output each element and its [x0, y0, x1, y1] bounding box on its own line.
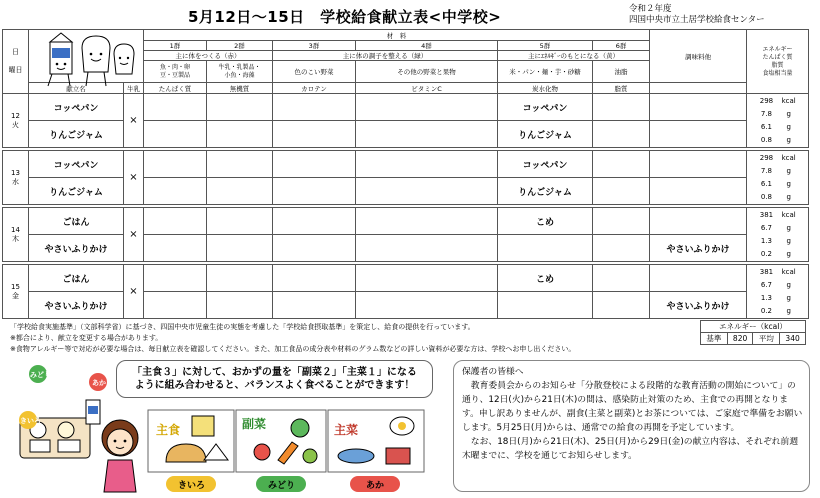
energy-summary-label: エネルギー（kcal）	[701, 321, 806, 333]
seasoning-cell	[650, 94, 747, 121]
bread-character-2-icon	[114, 44, 134, 74]
milk-cell: ×	[124, 94, 144, 148]
group-4: 4群	[356, 41, 498, 51]
dish-name: りんごジャム	[29, 178, 124, 205]
nutrient-6: 脂質	[593, 83, 650, 94]
tomato-icon	[254, 444, 270, 460]
nutrition-value: 6.7	[760, 223, 772, 232]
nutrition-value: 6.7	[760, 280, 772, 289]
group-3-cell	[273, 235, 356, 262]
group-2-cell	[207, 208, 273, 235]
seasoning-cell: やさいふりかけ	[650, 235, 747, 262]
parent-notice	[453, 360, 810, 492]
milk-cell: ×	[124, 265, 144, 319]
group-1-cell	[144, 121, 207, 148]
nutrition-cell	[747, 265, 809, 319]
menu-row	[3, 94, 809, 121]
milk-cell: ×	[124, 151, 144, 205]
red-label: あか	[366, 481, 385, 491]
dish-name: りんごジャム	[29, 121, 124, 148]
group-3: 3群	[273, 41, 356, 51]
yellow-label: きいろ	[178, 481, 206, 491]
page-title: 5月12日～15日 学校給食献立表<中学校>	[188, 8, 502, 26]
group-4-cell	[356, 151, 498, 178]
group-1: 1群	[144, 41, 207, 51]
standard-value: 820	[727, 333, 753, 345]
yellow-category: 主にｴﾈﾙｷﾞｰのもとになる（黄）	[498, 51, 650, 61]
group-5-cell: りんごジャム	[498, 178, 593, 205]
group-5-cell: りんごジャム	[498, 121, 593, 148]
dish-name: ごはん	[29, 208, 124, 235]
nutrition-unit: g	[786, 166, 791, 175]
nutrition-unit: g	[786, 306, 791, 315]
yellow-group-box	[148, 410, 234, 492]
notice-heading: 保護者の皆様へ	[462, 367, 524, 377]
milk-bottle-icon	[86, 400, 100, 424]
nutrient-3: カロテン	[273, 83, 356, 94]
menu-row	[3, 178, 809, 205]
day-cell: 12 火	[3, 94, 29, 148]
milk-bread-illustration	[28, 28, 146, 96]
group-2-cell	[207, 151, 273, 178]
menu-row	[3, 292, 809, 319]
nutrition-cell	[747, 151, 809, 205]
dish-name: やさいふりかけ	[29, 292, 124, 319]
bread-character-icon	[82, 36, 110, 86]
food-6: 油脂	[593, 61, 650, 83]
group-6-cell	[593, 208, 650, 235]
nutrition-value: 0.8	[760, 135, 772, 144]
group-3-cell	[273, 178, 356, 205]
day-cell: 13 水	[3, 151, 29, 205]
cabbage-icon	[291, 419, 309, 437]
group-6-cell	[593, 94, 650, 121]
day-header: 日 曜日	[3, 30, 29, 94]
group-6-cell	[593, 151, 650, 178]
nutrition-unit: g	[786, 293, 791, 302]
seasoning-cell	[650, 121, 747, 148]
fish-icon	[338, 449, 374, 463]
seasoning-subheader	[650, 83, 747, 94]
side-dish-tag: 副菜	[242, 417, 267, 431]
day-cell: 14 木	[3, 208, 29, 262]
group-1-cell	[144, 94, 207, 121]
nutrition-value: 6.1	[760, 179, 772, 188]
nutrition-unit: g	[786, 236, 791, 245]
group-4-cell	[356, 235, 498, 262]
nutrition-cell	[747, 208, 809, 262]
menu-row	[3, 121, 809, 148]
food-4: その他の野菜と果物	[356, 61, 498, 83]
girl-character-icon	[102, 420, 138, 492]
materials-header: 材 料	[144, 30, 650, 41]
group-2-cell	[207, 265, 273, 292]
seasoning-cell: やさいふりかけ	[650, 292, 747, 319]
nutrition-unit: kcal	[781, 267, 796, 276]
staple-tag: 主食	[156, 423, 181, 437]
dish-name: コッペパン	[29, 151, 124, 178]
group-6-cell	[593, 235, 650, 262]
side-word-3: あか	[92, 379, 106, 387]
group-5-cell	[498, 235, 593, 262]
group-6: 6群	[593, 41, 650, 51]
group-4-cell	[356, 178, 498, 205]
group-1-cell	[144, 151, 207, 178]
nutrition-unit: g	[786, 135, 791, 144]
nutrition-unit: g	[786, 249, 791, 258]
pasta-bag-icon	[192, 416, 214, 436]
menu-row	[3, 151, 809, 178]
nutrition-unit: g	[786, 223, 791, 232]
side-word-2: きいろ	[20, 417, 41, 425]
group-5: 5群	[498, 41, 593, 51]
nutrition-value: 381	[759, 267, 774, 276]
group-3-cell	[273, 208, 356, 235]
group-5-cell: コッペパン	[498, 151, 593, 178]
notes	[10, 322, 575, 355]
milk-header: 牛乳	[124, 83, 144, 94]
seasoning-cell	[650, 178, 747, 205]
group-5-cell: こめ	[498, 208, 593, 235]
nutrition-unit: kcal	[781, 210, 796, 219]
dish-name: コッペパン	[29, 94, 124, 121]
nutrient-4: ビタミンC	[356, 83, 498, 94]
nutrition-value: 1.3	[760, 236, 772, 245]
group-2-cell	[207, 235, 273, 262]
group-6-cell	[593, 292, 650, 319]
note-2: ※都合により、献立を変更する場合があります。	[10, 334, 163, 342]
nutrition-unit: kcal	[781, 153, 796, 162]
group-5-cell: コッペパン	[498, 94, 593, 121]
group-6-cell	[593, 178, 650, 205]
note-1: 「学校給食実施基準」（文部科学省）に基づき、四国中央市児童生徒の実態を考慮した「学校給食摂取基準」を策定し、給食の提供を行っています。	[10, 323, 475, 331]
standard-label: 基準	[701, 333, 728, 345]
energy-summary	[700, 320, 806, 345]
group-5-cell: こめ	[498, 265, 593, 292]
meat-icon	[386, 448, 410, 464]
green-group-box	[236, 410, 326, 492]
group-1-cell	[144, 208, 207, 235]
milk-carton-icon	[48, 33, 72, 86]
notice-body: 教育委員会からのお知らせ「分散登校による段階的な教育活動の開始について」の通り、12日(火)から21日(木)の間は、感染防止対策のため、主食での再開となります。申し訳ありませんが、副食(主菜と副菜)とお茶については、ご家庭で準備をお願いします。5月25日(月)からは、通常での給食の再開を予定しています。 なお、18日(月)から21日(木)、25日(月)から29日(金)の献立内容は、それぞれ前週木曜までに、学校を通じてお知らせします。	[462, 381, 803, 461]
nutrition-value: 0.2	[760, 249, 772, 258]
group-4-cell	[356, 265, 498, 292]
group-4-cell	[356, 121, 498, 148]
food-5: 米・パン・麺・芋・砂糖	[498, 61, 593, 83]
group-2-cell	[207, 121, 273, 148]
nutrition-value: 298	[759, 153, 774, 162]
average-label: 平均	[753, 333, 780, 345]
nutrition-value: 298	[759, 96, 774, 105]
green-category: 主に体の調子を整える（緑）	[273, 51, 498, 61]
dish-name: ごはん	[29, 265, 124, 292]
nutrition-cell	[747, 94, 809, 148]
nutrient-2: 無機質	[207, 83, 273, 94]
nutrition-value: 381	[759, 210, 774, 219]
menu-row	[3, 208, 809, 235]
group-3-cell	[273, 94, 356, 121]
dish-name: やさいふりかけ	[29, 235, 124, 262]
milk-cell: ×	[124, 208, 144, 262]
pepper-icon	[303, 449, 317, 463]
fiscal-year: 令和２年度	[629, 4, 672, 14]
main-dish-tag: 主菜	[334, 423, 359, 437]
average-value: 340	[780, 333, 806, 345]
seasoning-header: 調味料他	[650, 30, 747, 83]
group-2-cell	[207, 178, 273, 205]
side-word-1: みどり	[30, 371, 51, 379]
group-4-cell	[356, 94, 498, 121]
menu-row	[3, 235, 809, 262]
nutrition-value: 6.1	[760, 122, 772, 131]
nutrient-5: 炭水化物	[498, 83, 593, 94]
group-1-cell	[144, 178, 207, 205]
balance-banner: 「主食３」に対して、おかずの量を「副菜２」「主菜１」になる ように組み合わせると、バランスよく食べることができます！	[116, 360, 433, 398]
nutrition-value: 0.2	[760, 306, 772, 315]
group-5-cell	[498, 292, 593, 319]
red-category: 主に体をつくる（赤）	[144, 51, 273, 61]
organization-info	[629, 4, 765, 26]
note-3: ※食物アレルギー等で対応が必要な場合は、毎日献立表を確認してください。また、加工食品の成分表や材料のグラム数などの詳しい資料が必要な方は、学校へお申し出ください。	[10, 345, 576, 353]
nutrition-unit: g	[786, 280, 791, 289]
group-4-cell	[356, 292, 498, 319]
food-1: 魚・肉・卵 豆・豆製品	[144, 61, 207, 83]
seasoning-cell	[650, 151, 747, 178]
group-1-cell	[144, 292, 207, 319]
seasoning-cell	[650, 265, 747, 292]
day-cell: 15 金	[3, 265, 29, 319]
nutrition-unit: kcal	[781, 96, 796, 105]
group-6-cell	[593, 121, 650, 148]
nutrition-unit: g	[786, 122, 791, 131]
menu-row	[3, 265, 809, 292]
nutrition-value: 7.8	[760, 109, 772, 118]
org-name: 四国中央市立土居学校給食センター	[629, 15, 765, 25]
group-3-cell	[273, 151, 356, 178]
group-4-cell	[356, 208, 498, 235]
nutrient-1: たんぱく質	[144, 83, 207, 94]
group-1-cell	[144, 265, 207, 292]
nutrition-unit: g	[786, 192, 791, 201]
group-2: 2群	[207, 41, 273, 51]
nutrition-unit: g	[786, 179, 791, 188]
seasoning-cell	[650, 208, 747, 235]
nutrition-value: 1.3	[760, 293, 772, 302]
group-1-cell	[144, 235, 207, 262]
dish-header: 献立名	[29, 83, 124, 94]
nutrition-unit: g	[786, 109, 791, 118]
nutrition-header: エネルギー たんぱく質 脂質 食塩相当量	[747, 30, 809, 94]
nutrition-value: 0.8	[760, 192, 772, 201]
nutrition-value: 7.8	[760, 166, 772, 175]
group-3-cell	[273, 121, 356, 148]
red-group-box	[328, 410, 424, 492]
group-3-cell	[273, 265, 356, 292]
food-3: 色のこい野菜	[273, 61, 356, 83]
green-label: みどり	[268, 481, 296, 491]
group-3-cell	[273, 292, 356, 319]
group-2-cell	[207, 94, 273, 121]
group-2-cell	[207, 292, 273, 319]
group-6-cell	[593, 265, 650, 292]
food-2: 牛乳・乳製品・ 小魚・海藻	[207, 61, 273, 83]
